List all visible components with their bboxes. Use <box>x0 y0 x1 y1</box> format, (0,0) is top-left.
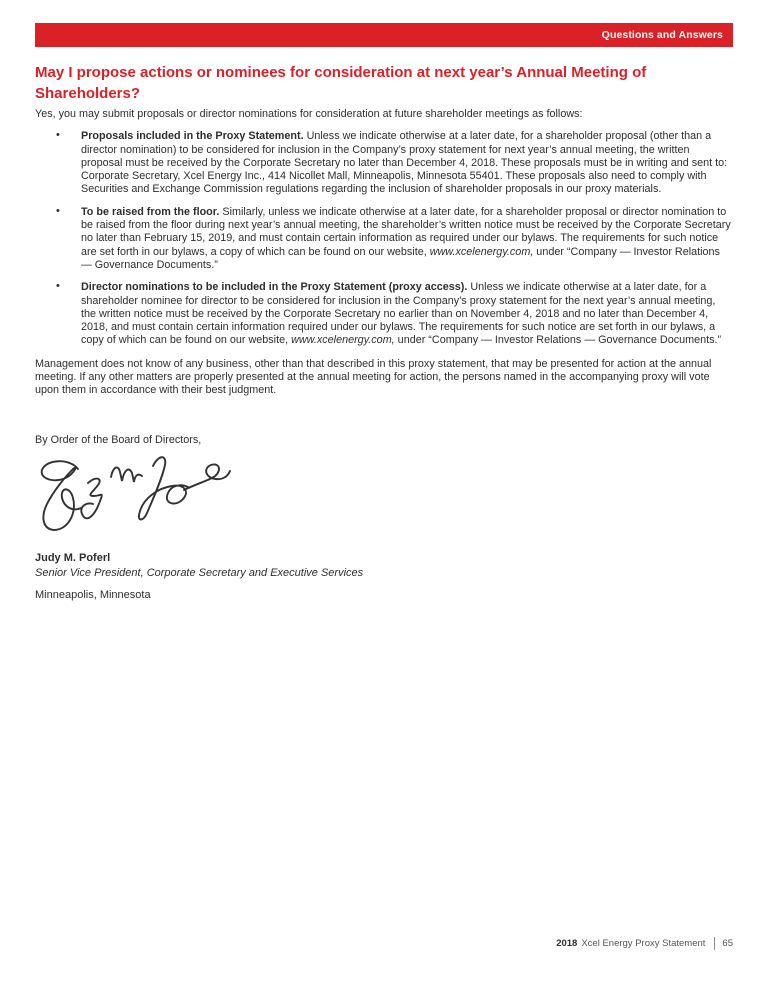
bullet-item-director-nominations <box>35 281 733 347</box>
page-content <box>35 0 733 602</box>
bullet-body-text: Unless we indicate otherwise at a later date, for a shareholder nominee for director to be considered for inclusion in the Company’s proxy statement for the next year’s annual meeting, the written notice must be received by the Corporate Secretary no earlier than on November 4, 2018 and no later than December 4, 2018, and must contain certain information required under our bylaws. The requirements for such notice are set forth in our bylaws, a copy of which can be found on our website, <box>81 281 716 347</box>
signer-title: Senior Vice President, Corporate Secretary and Executive Services <box>35 566 364 579</box>
signer-name: Judy M. Poferl <box>35 551 111 564</box>
bullet-body-text-after: under “Company — Investor Relations — Governance Documents.” <box>394 334 722 347</box>
bullet-item-raised-from-floor <box>35 206 733 272</box>
bullet-body-text-after: under “Company — Investor Relations — Governance Documents.” <box>81 245 720 271</box>
handwritten-signature-icon <box>32 453 232 541</box>
footer-page-number: 65 <box>722 938 733 949</box>
section-header-band <box>35 23 733 47</box>
page-footer <box>556 937 733 950</box>
section-header-label: Questions and Answers <box>601 29 723 41</box>
bullet-list <box>35 130 733 347</box>
bullet-lead-text: Director nominations to be included in the Proxy Statement (proxy access). <box>81 281 468 294</box>
website-url-text: www.xcelenergy.com, <box>291 334 395 347</box>
website-url-text: www.xcelenergy.com, <box>429 245 534 258</box>
footer-divider <box>714 937 715 950</box>
intro-paragraph: Yes, you may submit proposals or director nominations for consideration at future shareholder meetings as follows: <box>35 108 583 120</box>
bullet-body-text: Unless we indicate otherwise at a later date, for a shareholder proposal (other than a director nomination) to be considered for inclusion in the Company’s proxy statement for next year’s annual meeting, the written proposal must be received by the Corporate Secretary no later than December 4, 2018. These proposals must be in writing and sent to: Corporate Secretary, Xcel Energy Inc., 414 Nicollet Mall, Minneapolis, Minnesota 55401. These proposals also need to comply with Securities and Exchange Commission regulations regarding the inclusion of shareholder proposals in our proxy materials. <box>81 130 728 196</box>
signer-location: Minneapolis, Minnesota <box>35 588 151 601</box>
footer-document-title: Xcel Energy Proxy Statement <box>581 938 706 949</box>
question-heading: May I propose actions or nominees for consideration at next year’s Annual Meeting of Shareholders? <box>35 64 647 102</box>
bullet-body-text: Similarly, unless we indicate otherwise at a later date, for a shareholder proposal or director nomination to be raised from the floor during next year’s annual meeting, the shareholder’s written notice must be received by the Corporate Secretary no later than February 15, 2019, and must contain certain information as required under our bylaws. The requirements for such notice are set forth in our bylaws, a copy of which can be found on our website, <box>81 205 731 258</box>
management-paragraph: Management does not know of any business, other than that described in this proxy statement, that may be presented for action at the annual meeting. If any other matters are properly presented at the annual meeting for action, the persons named in the accompanying proxy will vote upon them in accordance with their best judgment. <box>35 357 712 397</box>
bullet-lead-text: To be raised from the floor. <box>81 205 220 218</box>
by-order-line: By Order of the Board of Directors, <box>35 433 202 446</box>
bullet-item-proposals-proxy-statement <box>35 130 733 196</box>
bullet-lead-text: Proposals included in the Proxy Statement. <box>81 130 304 143</box>
footer-year: 2018 <box>556 938 578 949</box>
